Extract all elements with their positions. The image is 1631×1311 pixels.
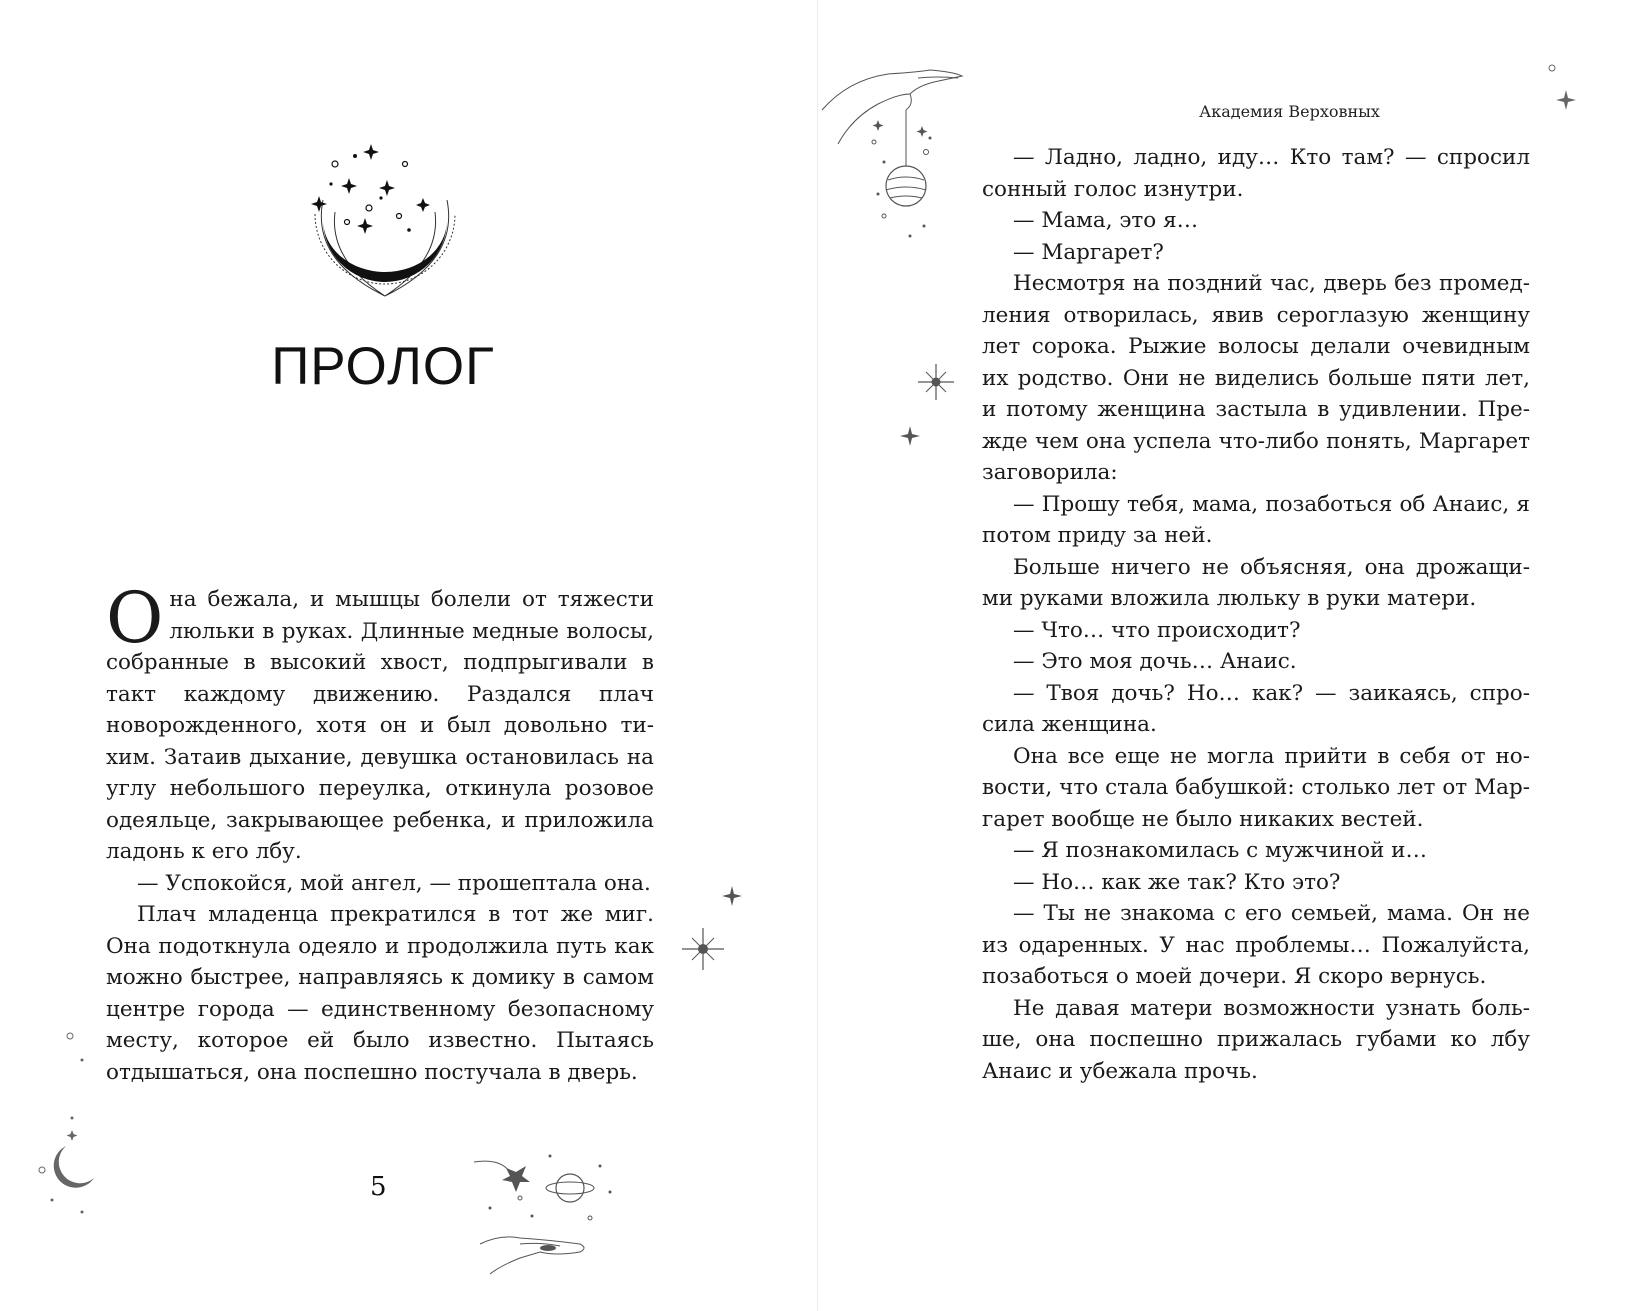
right-page-text	[982, 142, 1530, 1087]
paragraph: — Прошу тебя, мама, позаботься об Анаис, я потом приду за ней.	[982, 491, 1530, 548]
paragraph: — Успокойся, мой ангел, — прошептала она.	[137, 870, 651, 896]
paragraph: — Ладно, ладно, иду… Кто там? — спросил сонный голос изнутри.	[982, 145, 1530, 202]
paragraph: Больше ничего не объясняя, она дрожащими руками вложила люльку в руки матери.	[982, 554, 1530, 611]
starburst-icon	[916, 362, 956, 402]
crescent-moon-stars-icon	[305, 140, 465, 320]
paragraph: — Я познакомилась с мужчиной и…	[1013, 838, 1428, 863]
running-head: Академия Верховных	[1199, 102, 1380, 121]
paragraph: Плач младенца прекратился в тот же миг. Она подоткнула одеяло и продолжила путь как можно быстрее, направляясь к домику в самом центре города — единственному безопасному месту, которое ей было известно. Пытаясь отдышаться, она поспешно постучала в дверь.	[106, 902, 654, 1085]
left-page-text	[106, 577, 654, 1088]
sparkle-icon	[720, 884, 744, 908]
drop-cap: О	[106, 577, 164, 659]
paragraph: Несмотря на поздний час, дверь без промедления отворилась, явив сероглазую женщину лет сорока. Рыжие волосы делали очевидным их родство. Они не виделись больше пяти лет, и потому женщина застыла в удивлении. Прежде чем она успела что-либо понять, Маргарет заговорила:	[982, 271, 1530, 485]
starburst-icon	[680, 926, 726, 972]
paragraph: — Мама, это я…	[1013, 208, 1199, 233]
paragraph: — Но… как же так? Кто это?	[1013, 869, 1341, 895]
paragraph: — Ты не знакома с его семьей, мама. Он не из одаренных. У нас проблемы… Пожалуйста, позаботься о моей дочери. Я скоро вернусь.	[982, 901, 1530, 989]
paragraph: — Это моя дочь… Анаис.	[1013, 649, 1297, 674]
small-moon-icon	[30, 1030, 110, 1220]
paragraph: Она бежала, и мышцы болели от тяжести люльки в руках. Длинные медные волосы, собранные в высокий хвост, подпрыгивали в такт каждому движению. Раздался плач новорожденного, хотя он и был довольно тихим. Затаив дыхание, девушка остановилась на углу небольшого переулка, откинула розовое одеяльце, закрывающее ребенка, и приложила ладонь к его лбу.	[106, 577, 654, 864]
sparkle-icon	[1528, 64, 1578, 118]
hand-planet-icon	[460, 1148, 630, 1278]
chapter-title: ПРОЛОГ	[271, 337, 495, 396]
right-page	[818, 0, 1631, 1311]
paragraph: — Твоя дочь? Но… как? — заикаясь, спросила женщина.	[982, 680, 1530, 737]
paragraph: Она все еще не могла прийти в себя от новости, что стала бабушкой: столько лет от Маргарет вообще не было никаких вестей.	[982, 743, 1530, 832]
paragraph: — Маргарет?	[1013, 239, 1164, 265]
page-number: 5	[370, 1172, 387, 1202]
sparkle-icon	[898, 424, 922, 448]
hand-hanging-planet-icon	[818, 66, 968, 256]
paragraph: — Что… что происходит?	[1013, 617, 1301, 643]
paragraph: Не давая матери возможности узнать больше, она поспешно прижалась губами ко лбу Анаис и убежала прочь.	[982, 995, 1530, 1084]
